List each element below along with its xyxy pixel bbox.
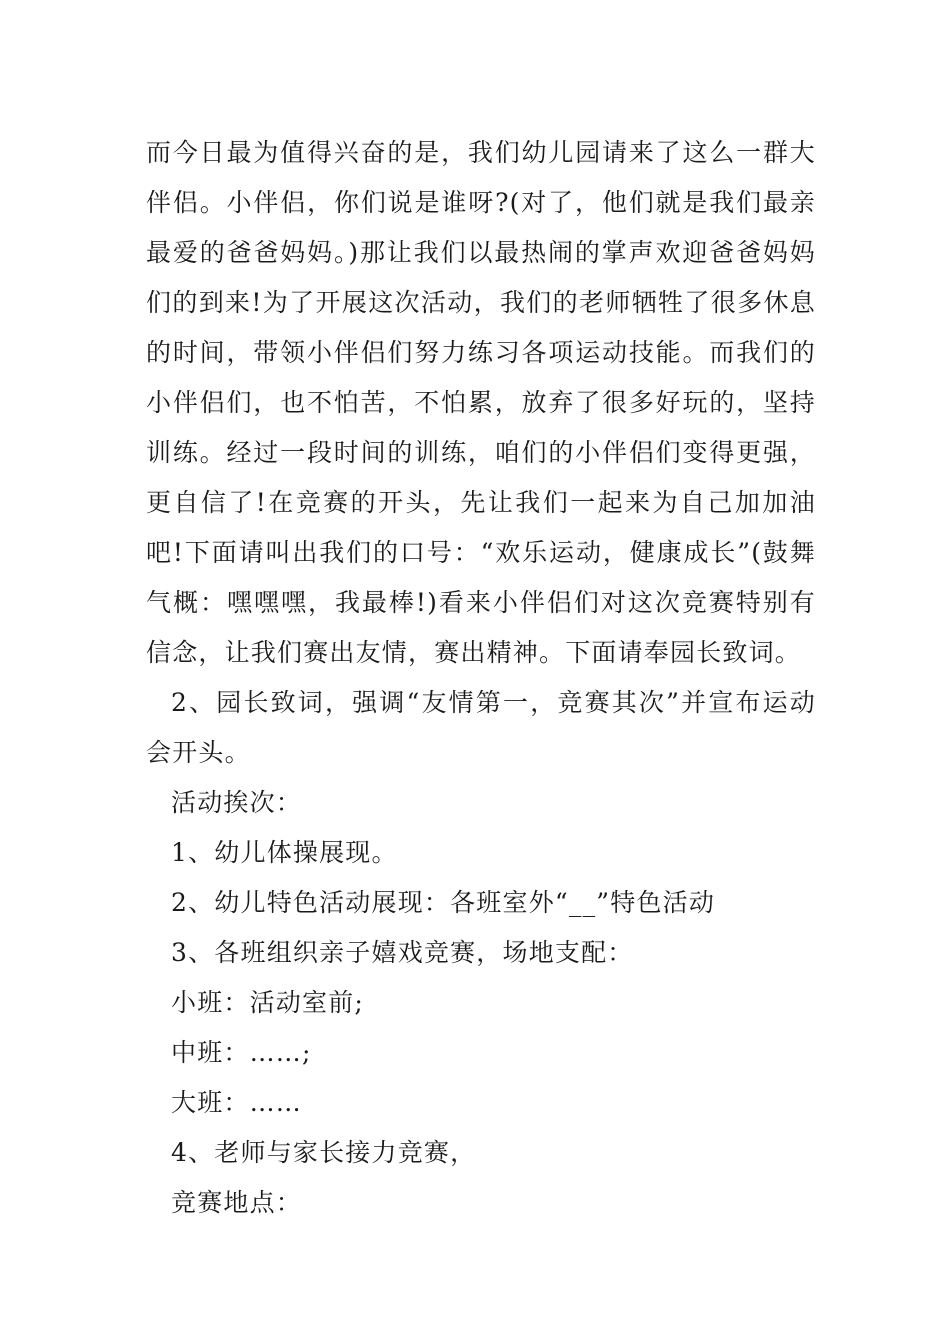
list-item-1: 1、幼儿体操展现。	[171, 838, 398, 867]
venue-middle-class: 中班：……;	[171, 1038, 312, 1067]
activity-order-heading: 活动挨次：	[171, 788, 303, 817]
document-body	[146, 128, 816, 1228]
venue-big-class: 大班：……	[171, 1088, 303, 1117]
paragraph-principal-speech: 2、园长致词，强调“友情第一，竞赛其次”并宣布运动会开头。	[146, 688, 816, 767]
venue-small-class: 小班：活动室前;	[171, 988, 365, 1017]
list-item-4: 4、老师与家长接力竞赛，	[171, 1138, 477, 1167]
list-item-3: 3、各班组织亲子嬉戏竞赛，场地支配：	[171, 938, 634, 967]
competition-venue-label: 竞赛地点：	[171, 1188, 303, 1217]
paragraph-host-speech: 而今日最为值得兴奋的是，我们幼儿园请来了这么一群大伴侣。小伴侣，你们说是谁呀?(对了，他们就是我们最亲最爱的爸爸妈妈。)那让我们以最热闹的掌声欢迎爸爸妈妈们的到来!为了开展这次活动，我们的老师牺牲了很多休息的时间，带领小伴侣们努力练习各项运动技能。而我们的小伴侣们，也不怕苦，不怕累，放弃了很多好玩的，坚持训练。经过一段时间的训练，咱们的小伴侣们变得更强，更自信了!在竞赛的开头，先让我们一起来为自己加加油吧!下面请叫出我们的口号：“欢乐运动，健康成长”(鼓舞气概：嘿嘿嘿，我最棒!)看来小伴侣们对这次竞赛特别有信念，让我们赛出友情，赛出精神。下面请奉园长致词。	[146, 138, 816, 667]
list-item-2: 2、幼儿特色活动展现：各班室外“__”特色活动	[171, 888, 716, 917]
